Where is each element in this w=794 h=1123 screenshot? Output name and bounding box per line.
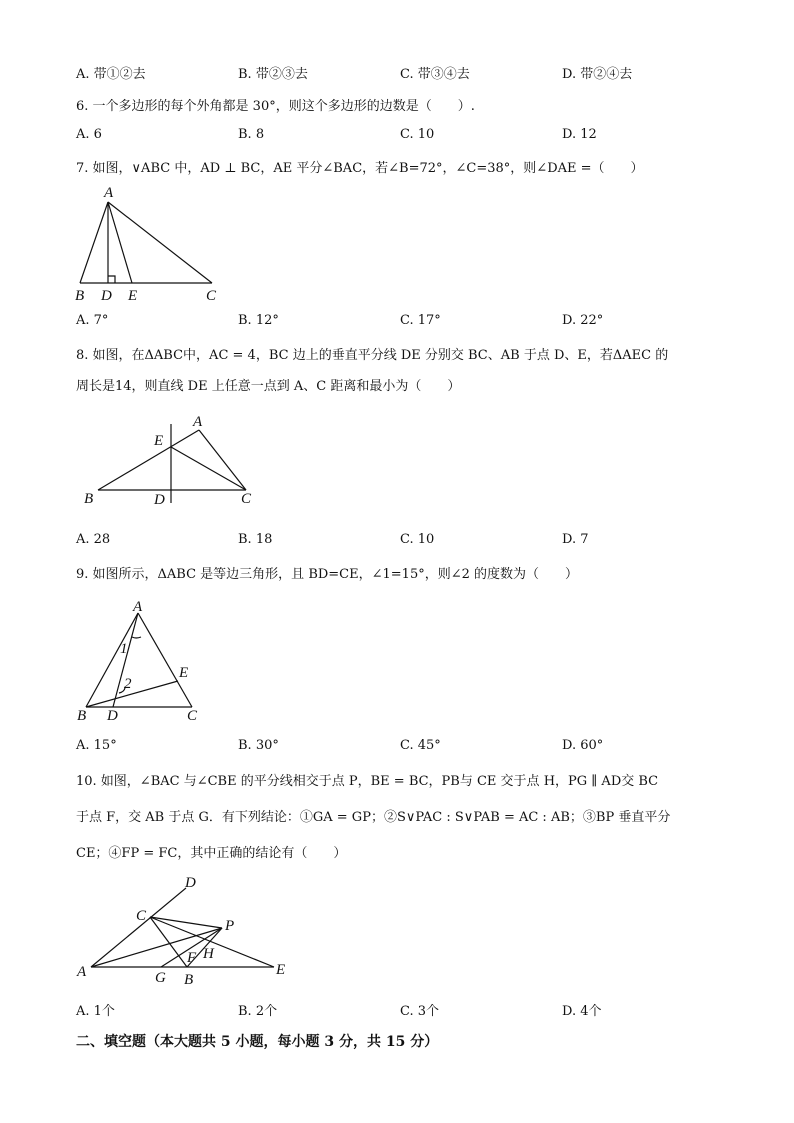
q10-options <box>76 1000 736 1018</box>
q5-option-c: C. 带③④去 <box>400 67 470 82</box>
q8-options <box>76 532 736 550</box>
q7-option-b: B. 12° <box>238 313 279 328</box>
q10-option-c: C. 3个 <box>400 1004 440 1019</box>
q5-option-b: B. 带②③去 <box>238 67 308 82</box>
q10-label-e: E <box>276 962 286 978</box>
q10-segment-cp <box>150 917 222 928</box>
q5-option-d: D. 带②④去 <box>562 67 633 82</box>
q7-label-d: D <box>101 288 112 304</box>
q10-label-a: A <box>77 964 87 980</box>
q10-label-d: D <box>185 875 196 891</box>
q10-label-c: C <box>136 908 147 924</box>
q10-figure <box>74 870 304 990</box>
q7-label-c: C <box>206 288 217 304</box>
q9-option-d: D. 60° <box>562 738 604 753</box>
q8-option-b: B. 18 <box>238 532 273 547</box>
q7-segment-ac <box>108 202 212 283</box>
q7-label-e: E <box>128 288 138 304</box>
q10-segment-ad <box>91 888 186 967</box>
q10-option-d: D. 4个 <box>562 1004 602 1019</box>
q9-label-c: C <box>187 708 198 724</box>
q9-text: 9. 如图所示，ΔABC 是等边三角形，且 BD=CE，∠1=15°，则∠2 的度数为（ ） <box>76 567 579 582</box>
q8-segment-ec <box>171 447 246 490</box>
q7-segment-ae <box>108 202 132 283</box>
q9-option-b: B. 30° <box>238 738 279 753</box>
q9-angle1-arc <box>132 637 141 638</box>
q7-segment-ab <box>80 202 108 283</box>
q6-option-b: B. 8 <box>238 127 265 142</box>
q10-label-h: H <box>203 946 214 962</box>
q10-text-line3: CE；④FP = FC，其中正确的结论有（ ） <box>76 846 347 861</box>
q9-label-b: B <box>77 708 87 724</box>
q7-label-a: A <box>104 185 114 201</box>
q7-option-a: A. 7° <box>76 313 109 328</box>
q10-label-p: P <box>225 918 235 934</box>
q6-options <box>76 127 736 145</box>
q9-options <box>76 738 736 756</box>
q8-segment-ba <box>98 430 199 490</box>
q8-option-c: C. 10 <box>400 532 435 547</box>
q7-option-c: C. 17° <box>400 313 441 328</box>
q9-label-angle1: 1 <box>120 641 128 657</box>
q9-segment-ac <box>138 613 192 707</box>
q5-option-a: A. 带①②去 <box>76 67 146 82</box>
q8-text-line2: 周长是14，则直线 DE 上任意一点到 A、C 距离和最小为（ ） <box>76 379 461 394</box>
q10-text-line1: 10. 如图，∠BAC 与∠CBE 的平分线相交于点 P，BE = BC，PB与 CE 交于点 H，PG ∥ AD交 BC <box>76 774 659 789</box>
q6-option-a: A. 6 <box>76 127 102 142</box>
q7-text: 7. 如图，∨ABC 中，AD ⊥ BC，AE 平分∠BAC，若∠B=72°，∠C=38°，则∠DAE =（ ） <box>76 161 644 176</box>
q9-segment-be <box>86 681 178 707</box>
q9-label-angle2: 2 <box>124 676 132 692</box>
q10-text-line2: 于点 F，交 AB 于点 G．有下列结论：①GA = GP；②S∨PAC : S∨PAB = AC : AB；③BP 垂直平分 <box>76 810 671 825</box>
q10-option-a: A. 1个 <box>76 1004 115 1019</box>
q6-option-d: D. 12 <box>562 127 597 142</box>
q10-option-b: B. 2个 <box>238 1004 278 1019</box>
q9-label-a: A <box>133 599 143 615</box>
q9-option-a: A. 15° <box>76 738 117 753</box>
section-heading-fill-in-blank: 二、填空题（本大题共 5 小题，每小题 3 分，共 15 分） <box>76 1034 439 1050</box>
q8-segment-ac <box>199 430 246 490</box>
q8-label-e: E <box>154 433 164 449</box>
q8-option-a: A. 28 <box>76 532 111 547</box>
q10-label-f: F <box>187 950 197 966</box>
q6-option-c: C. 10 <box>400 127 435 142</box>
q9-label-d: D <box>107 708 118 724</box>
q8-figure <box>80 410 270 515</box>
q8-label-c: C <box>241 491 252 507</box>
q7-figure <box>70 180 230 305</box>
q9-label-e: E <box>179 665 189 681</box>
q8-label-a: A <box>193 414 203 430</box>
q8-label-d: D <box>154 492 165 508</box>
q8-text-line1: 8. 如图，在ΔABC中，AC = 4，BC 边上的垂直平分线 DE 分别交 BC、AB 于点 D、E，若ΔAEC 的 <box>76 348 669 363</box>
q6-text: 6. 一个多边形的每个外角都是 30°，则这个多边形的边数是（ ）. <box>76 99 475 114</box>
q7-option-d: D. 22° <box>562 313 604 328</box>
q5-options <box>76 63 736 81</box>
q7-options <box>76 313 736 331</box>
q10-label-b: B <box>184 972 194 988</box>
q9-figure <box>72 595 212 725</box>
q9-segment-ab <box>86 613 138 707</box>
q8-label-b: B <box>84 491 94 507</box>
q8-option-d: D. 7 <box>562 532 589 547</box>
q7-right-angle-mark <box>108 276 115 283</box>
q10-label-g: G <box>155 970 166 986</box>
q7-label-b: B <box>75 288 85 304</box>
q9-option-c: C. 45° <box>400 738 441 753</box>
